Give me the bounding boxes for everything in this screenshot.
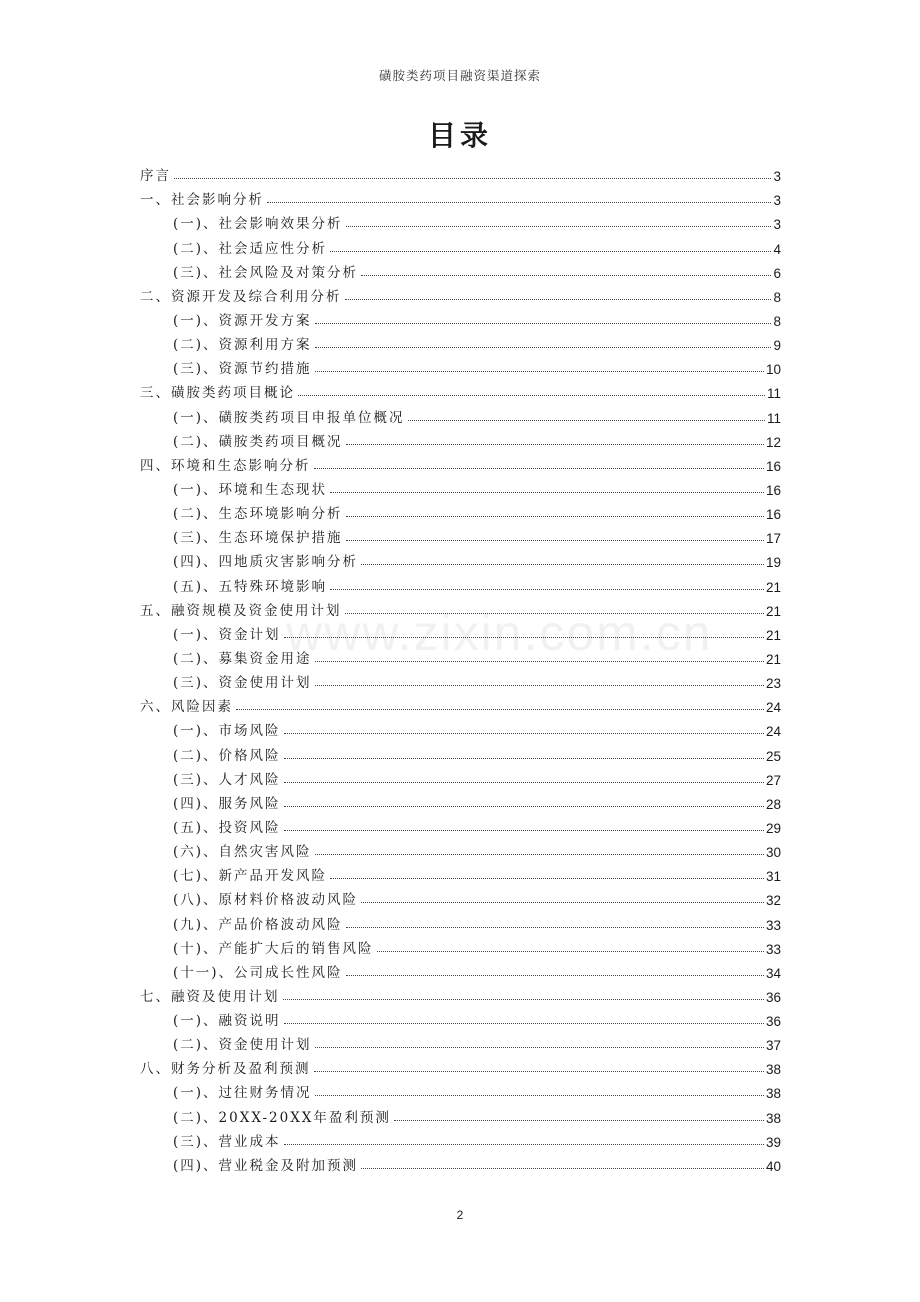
toc-entry-label: (四)、四地质灾害影响分析 [173,554,359,571]
toc-dot-leader [330,251,771,252]
page-title: 目录 [427,119,492,152]
toc-dot-leader [346,975,764,976]
toc-entry-page: 36 [765,1014,781,1030]
toc-entry[interactable] [140,812,781,836]
toc-entry[interactable] [140,1150,781,1174]
toc-entry[interactable] [140,498,781,522]
toc-entry-page: 29 [765,820,781,836]
toc-entry[interactable] [140,739,781,763]
toc-dot-leader [298,395,765,396]
toc-entry-label: (一)、磺胺类药项目申报单位概况 [173,409,405,426]
toc-entry-label: 六、风险因素 [140,699,233,716]
page-number: 2 [456,1208,464,1222]
toc-entry-label: (二)、资金使用计划 [173,1037,312,1054]
toc-dot-leader [361,902,764,903]
toc-entry-page: 33 [765,941,781,957]
toc-entry[interactable] [140,305,781,329]
toc-entry[interactable] [140,691,781,715]
toc-dot-leader [346,226,772,227]
toc-entry-page: 24 [765,700,781,716]
toc-entry[interactable] [140,377,781,401]
toc-entry-page: 38 [765,1110,781,1126]
toc-entry-page: 33 [765,917,781,933]
toc-entry-page: 11 [766,410,781,426]
toc-dot-leader [314,468,764,469]
toc-dot-leader [408,420,765,421]
toc-dot-leader [315,685,764,686]
table-of-contents [140,160,781,1174]
toc-entry-label: (三)、社会风险及对策分析 [173,264,359,281]
toc-dot-leader [346,516,764,517]
toc-dot-leader [330,589,764,590]
toc-entry-page: 3 [773,193,781,209]
toc-dot-leader [394,1120,764,1121]
toc-entry-page: 3 [773,217,781,233]
toc-entry-label: 五、融资规模及资金使用计划 [140,602,342,619]
toc-entry-label: (一)、资源开发方案 [173,312,312,329]
toc-entry-label: (二)、20XX-20XX年盈利预测 [173,1109,391,1126]
toc-entry-label: (二)、价格风险 [173,747,281,764]
toc-entry[interactable] [140,1053,781,1077]
toc-entry-label: (四)、营业税金及附加预测 [173,1157,359,1174]
toc-entry[interactable] [140,1005,781,1029]
toc-entry-label: (二)、资源利用方案 [173,337,312,354]
toc-entry[interactable] [140,981,781,1005]
toc-entry-page: 9 [773,338,781,354]
toc-dot-leader [315,854,764,855]
toc-dot-leader [284,782,764,783]
toc-entry[interactable] [140,353,781,377]
toc-entry-label: (二)、生态环境影响分析 [173,506,343,523]
toc-entry-label: (九)、产品价格波动风险 [173,916,343,933]
toc-entry-page: 28 [765,796,781,812]
toc-entry-page: 24 [765,724,781,740]
toc-dot-leader [346,927,764,928]
toc-entry[interactable] [140,522,781,546]
toc-entry[interactable] [140,329,781,353]
toc-entry[interactable] [140,788,781,812]
toc-entry-label: (七)、新产品开发风险 [173,868,328,885]
toc-entry-page: 40 [765,1158,781,1174]
toc-entry-label: (三)、资金使用计划 [173,675,312,692]
toc-entry-label: (一)、市场风险 [173,723,281,740]
toc-entry[interactable] [140,546,781,570]
toc-dot-leader [284,806,764,807]
toc-entry-label: (十一)、公司成长性风险 [173,964,343,981]
toc-entry-page: 17 [765,531,781,547]
toc-entry-label: 七、融资及使用计划 [140,988,280,1005]
toc-entry-page: 4 [773,241,781,257]
toc-entry-page: 16 [765,458,781,474]
toc-entry-label: (五)、五特殊环境影响 [173,578,328,595]
toc-entry[interactable] [140,957,781,981]
toc-dot-leader [283,999,764,1000]
toc-entry-page: 11 [766,386,781,402]
toc-entry[interactable] [140,184,781,208]
toc-entry-label: (三)、生态环境保护措施 [173,530,343,547]
toc-entry-page: 23 [765,676,781,692]
toc-entry-label: (二)、社会适应性分析 [173,240,328,257]
toc-entry[interactable] [140,860,781,884]
toc-entry-label: 一、社会影响分析 [140,192,264,209]
toc-dot-leader [361,564,764,565]
toc-entry-page: 16 [765,507,781,523]
toc-entry-label: (四)、服务风险 [173,795,281,812]
toc-dot-leader [330,492,764,493]
toc-entry[interactable] [140,1029,781,1053]
toc-entry[interactable] [140,1126,781,1150]
toc-entry-page: 21 [765,579,781,595]
toc-entry[interactable] [140,426,781,450]
toc-entry-page: 21 [765,651,781,667]
toc-dot-leader [284,733,764,734]
toc-entry-page: 31 [765,869,781,885]
toc-entry-label: 八、财务分析及盈利预测 [140,1061,311,1078]
toc-entry[interactable] [140,1101,781,1125]
toc-entry-label: (三)、资源节约措施 [173,361,312,378]
toc-dot-leader [314,1071,764,1072]
watermark: www.zixin.com.cn [286,605,713,661]
toc-dot-leader [361,1168,764,1169]
running-header: 磺胺类药项目融资渠道探索 [378,68,541,83]
toc-entry-label: (一)、资金计划 [173,626,281,643]
toc-entry-label: 二、资源开发及综合利用分析 [140,288,342,305]
toc-entry-page: 39 [765,1134,781,1150]
toc-entry-page: 37 [765,1038,781,1054]
toc-entry[interactable] [140,401,781,425]
toc-dot-leader [345,299,772,300]
toc-entry-label: 四、环境和生态影响分析 [140,457,311,474]
toc-entry[interactable] [140,715,781,739]
toc-dot-leader [315,347,772,348]
toc-entry-page: 38 [765,1086,781,1102]
toc-entry-page: 25 [765,748,781,764]
toc-dot-leader [267,202,771,203]
toc-dot-leader [377,951,764,952]
toc-dot-leader [315,323,772,324]
toc-entry-page: 21 [765,627,781,643]
toc-entry[interactable] [140,281,781,305]
toc-entry[interactable] [140,933,781,957]
toc-entry-label: (一)、融资说明 [173,1013,281,1030]
toc-entry[interactable] [140,257,781,281]
toc-entry-label: (三)、营业成本 [173,1133,281,1150]
toc-entry-page: 12 [765,434,781,450]
toc-dot-leader [284,758,764,759]
toc-entry[interactable] [140,232,781,256]
toc-entry-page: 16 [765,482,781,498]
toc-entry-label: (八)、原材料价格波动风险 [173,892,359,909]
toc-entry-page: 6 [773,265,781,281]
toc-dot-leader [174,178,771,179]
toc-dot-leader [315,1047,764,1048]
toc-entry[interactable] [140,1077,781,1101]
toc-entry-page: 8 [773,289,781,305]
toc-entry[interactable] [140,450,781,474]
toc-entry[interactable] [140,160,781,184]
toc-entry-label: (一)、过往财务情况 [173,1085,312,1102]
toc-entry-label: (三)、人才风险 [173,771,281,788]
toc-entry[interactable] [140,667,781,691]
toc-entry-page: 3 [773,169,781,185]
toc-dot-leader [284,1023,764,1024]
toc-entry-label: (二)、募集资金用途 [173,650,312,667]
toc-dot-leader [284,1144,764,1145]
toc-entry-label: 序言 [140,168,171,185]
toc-entry-label: (六)、自然灾害风险 [173,844,312,861]
toc-dot-leader [315,1095,764,1096]
toc-entry-label: 三、磺胺类药项目概论 [140,385,295,402]
toc-entry-label: (十)、产能扩大后的销售风险 [173,940,374,957]
toc-entry[interactable] [140,570,781,594]
toc-dot-leader [315,371,764,372]
toc-entry[interactable] [140,836,781,860]
toc-entry-label: (五)、投资风险 [173,819,281,836]
toc-entry[interactable] [140,208,781,232]
toc-entry-page: 8 [773,313,781,329]
toc-entry[interactable] [140,474,781,498]
toc-dot-leader [284,830,764,831]
toc-entry[interactable] [140,884,781,908]
toc-dot-leader [361,275,771,276]
toc-entry-page: 34 [765,965,781,981]
toc-dot-leader [236,709,764,710]
toc-entry[interactable] [140,764,781,788]
toc-entry-page: 10 [765,362,781,378]
toc-dot-leader [330,878,764,879]
toc-entry-label: (二)、磺胺类药项目概况 [173,433,343,450]
toc-entry-page: 30 [765,845,781,861]
toc-entry-page: 21 [765,603,781,619]
toc-dot-leader [346,444,764,445]
toc-entry-page: 19 [765,555,781,571]
toc-entry-page: 38 [765,1062,781,1078]
toc-entry-page: 27 [765,772,781,788]
toc-entry-label: (一)、环境和生态现状 [173,481,328,498]
toc-entry-label: (一)、社会影响效果分析 [173,216,343,233]
toc-dot-leader [346,540,764,541]
toc-entry-page: 36 [765,989,781,1005]
toc-entry[interactable] [140,908,781,932]
toc-entry-page: 32 [765,893,781,909]
